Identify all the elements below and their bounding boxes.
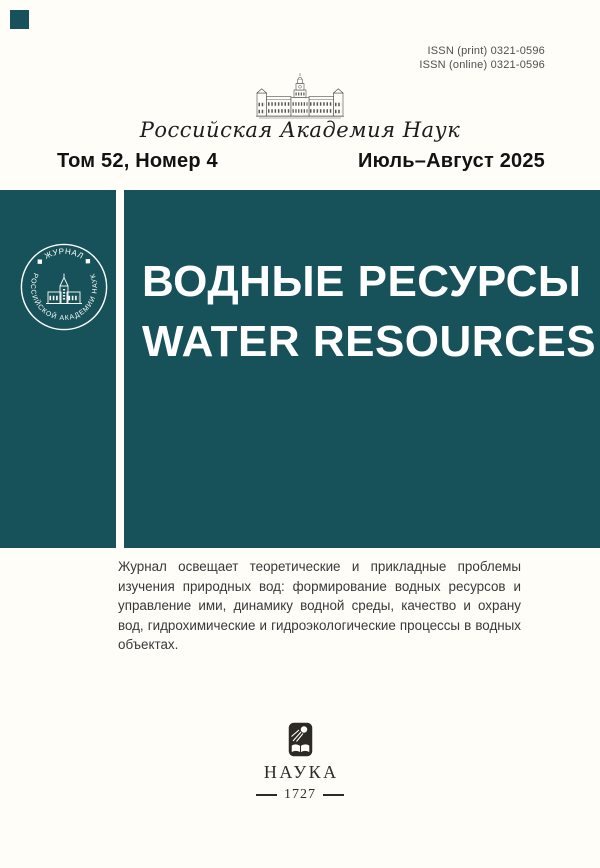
svg-text:РОССИЙСКОЙ АКАДЕМИИ НАУК [29,272,99,322]
cover-band [0,190,600,548]
academy-building-icon [254,73,346,120]
left-dash [256,794,277,796]
issn-online: ISSN (online) 0321-0596 [419,58,545,71]
volume-number: Том 52, Номер 4 [57,150,218,172]
publisher-year: 1727 [284,787,316,802]
publisher-year-row [256,787,344,803]
seal-top-text: ◆ ЖУРНАЛ ◆ [34,246,94,267]
issue-date: Июль–Август 2025 [358,150,545,172]
issn-print: ISSN (print) 0321-0596 [427,45,545,57]
journal-title-block [124,190,600,372]
nauka-emblem-icon [288,722,313,757]
journal-title-en: WATER RESOURCES [142,317,597,366]
publisher-block [0,722,600,803]
seal-bottom-text: РОССИЙСКОЙ АКАДЕМИИ НАУК [28,271,100,323]
ras-journal-seal-icon [20,243,108,331]
journal-description: Журнал освещает теоретические и прикладные проблемы изучения природных вод: формирование водных ресурсов и управление ими, динамику водной среды, качество и охрану вод, гидрохимические и гидроэкологические процессы в водных объектах. [118,559,521,653]
seal-building-icon [46,274,82,304]
issn-block [419,45,545,72]
academy-script-title: Российская Академия Наук [139,118,461,142]
band-main-panel [124,190,600,548]
journal-title-ru: ВОДНЫЕ РЕСУРСЫ [142,257,582,306]
volume-issue-row [57,150,545,173]
right-dash [323,794,344,796]
publisher-name: НАУКА [263,762,339,782]
corner-accent-square [10,10,29,29]
